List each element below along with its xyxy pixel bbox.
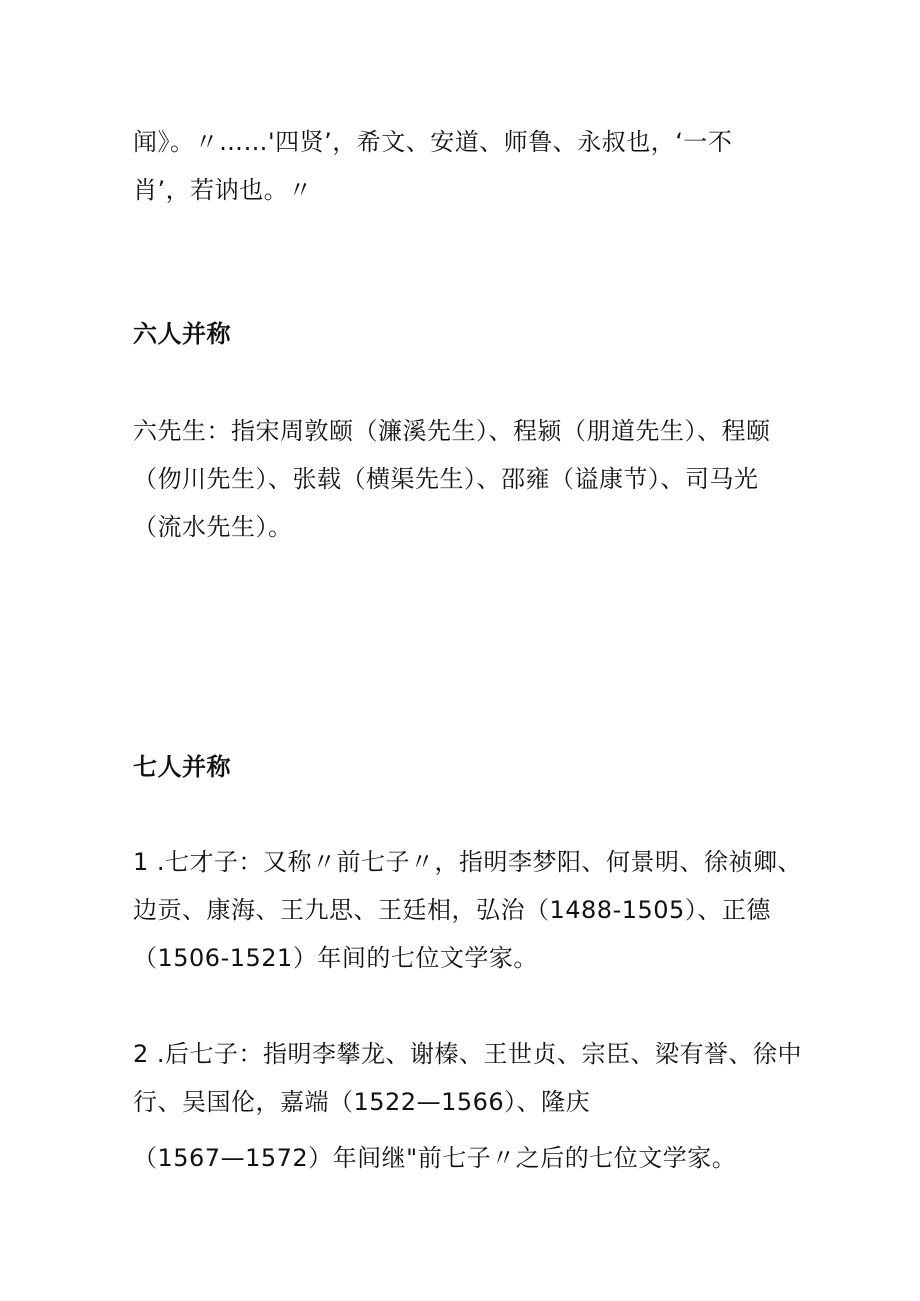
seven-item2-line-3: （1567—1572）年间继"前七子〃之后的七位文学家。 [133,1144,737,1172]
section-heading-six: 六人并称 [133,320,231,348]
seven-item2-line-1: 2 .后七子：指明李攀龙、谢榛、王世贞、宗臣、梁有誉、徐中 [133,1040,803,1068]
seven-item2-line-2: 行、吴国伦，嘉端（1522—1566）、隆庆 [133,1088,591,1116]
intro-line-2: 肖’，若讷也。〃 [133,176,313,204]
seven-item1-line-3: （1506-1521）年间的七位文学家。 [133,944,538,972]
seven-item1-line-1: 1 .七才子：又称〃前七子〃，指明李梦阳、何景明、徐祯卿、 [133,848,803,876]
six-line-3: （流水先生）。 [133,513,293,541]
six-line-1: 六先生：指宋周敦颐（濂溪先生）、程颍（朋道先生）、程颐 [133,417,771,445]
six-line-2: （伆川先生）、张载（横渠先生）、邵雍（谥康节）、司马光 [133,465,759,493]
intro-line-1: 闻》。〃……'四贤’，希文、安道、师鲁、永叔也，‘一不 [133,128,733,156]
seven-item1-line-2: 边贡、康海、王九思、王廷相，弘治（1488-1505）、正德 [133,896,771,924]
section-heading-seven: 七人并称 [133,753,231,781]
